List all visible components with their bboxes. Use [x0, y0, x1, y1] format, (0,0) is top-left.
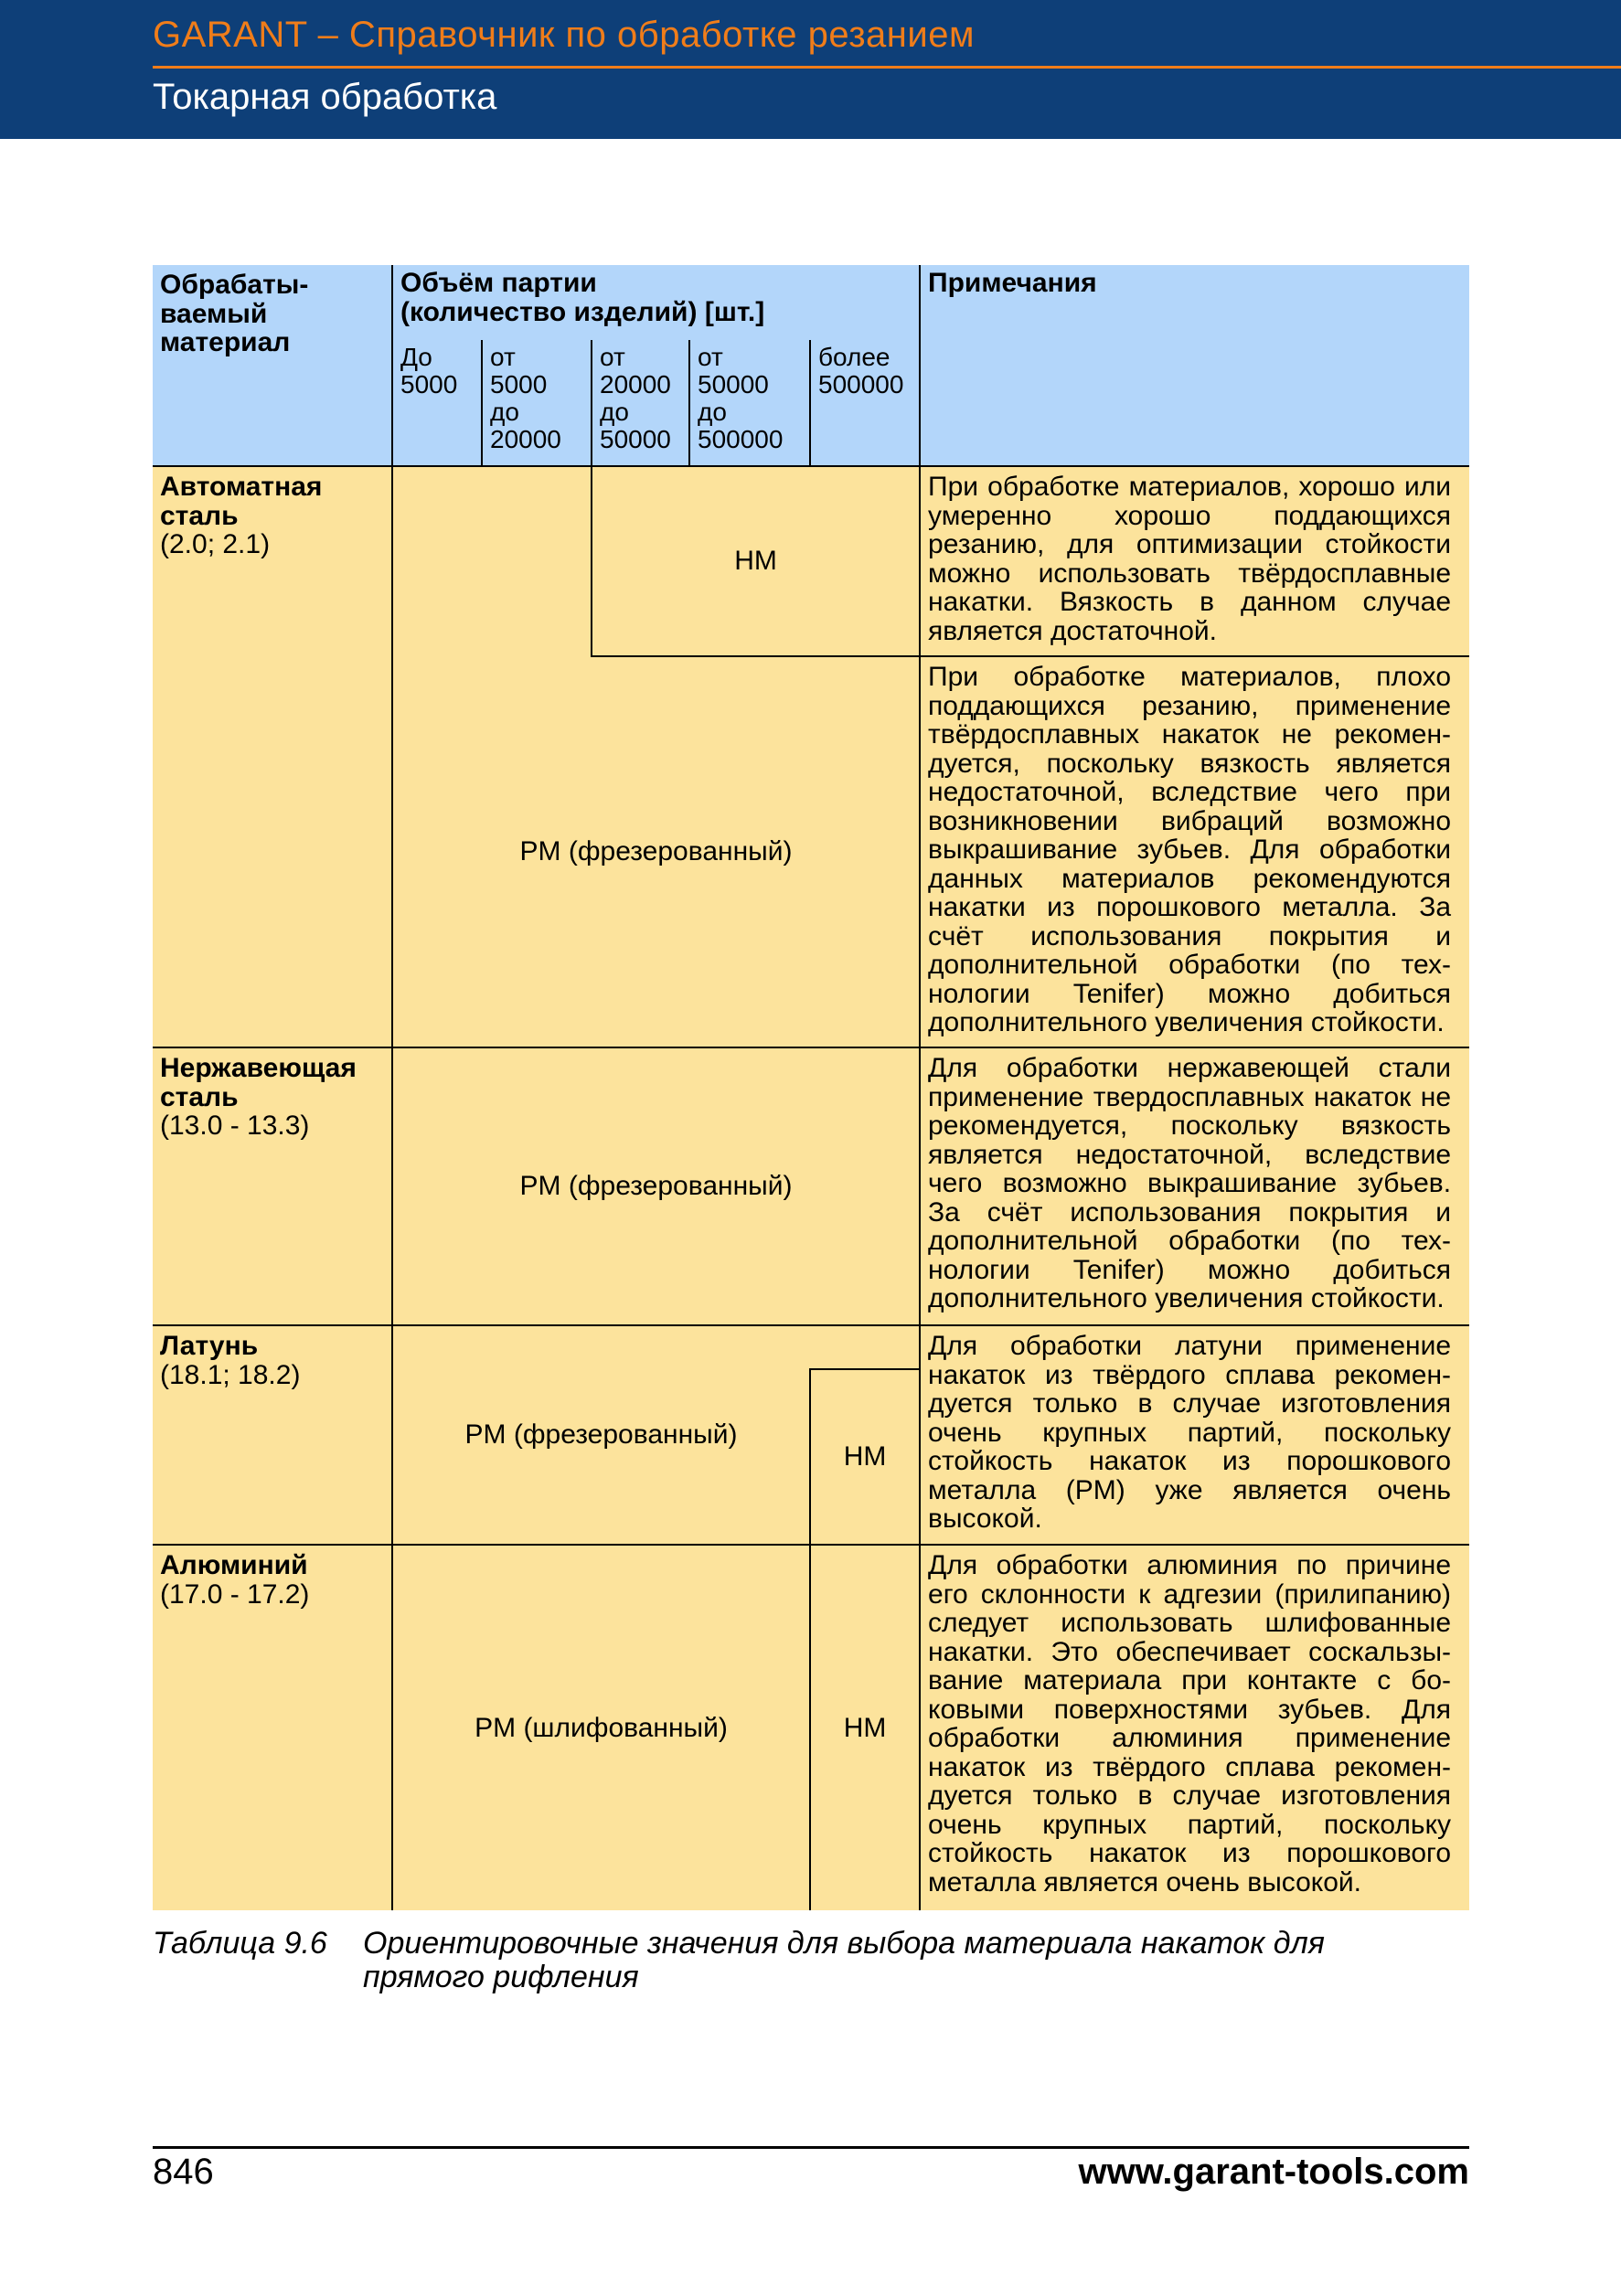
- subheader-over-500000: более 500000: [810, 340, 920, 466]
- material-aluminium: Алюминий (17.0 - 17.2): [153, 1545, 392, 1910]
- header-subtitle: Токарная обработка: [153, 77, 497, 117]
- page-header: [0, 0, 1621, 139]
- cell-pm-ground: PM (шлифованный): [392, 1545, 810, 1910]
- empty-cell: [392, 466, 592, 656]
- header-material: Обрабаты- ваемый материал: [153, 265, 392, 466]
- cell-pm-milled: PM (фрезерованный): [392, 1325, 810, 1545]
- material-brass: Латунь (18.1; 18.2): [153, 1325, 392, 1545]
- footer-rule: [153, 2146, 1469, 2149]
- note-brass: Для обработки латуни применение накаток из твёрдого сплава рекомен-дуется только в случае изготовления очень крупных партий, поскольку стойкость накаток из порошкового металла (PM) уже является очень высокой.: [920, 1325, 1469, 1545]
- note-aluminium: Для обработки алюминия по причине его склонности к адгезии (прилипанию) следует использовать шлифованные накатки. Это обеспечивает соскальзы-вание материала при контакте с бо-ковыми поверхностями зубьев. Для обработки алюминия применение накаток из твёрдого сплава рекомен-дуется только в случае изготовления очень крупных партий, поскольку стойкость накаток из порошкового металла является очень высокой.: [920, 1545, 1469, 1910]
- header-notes: Примечания: [920, 265, 1469, 466]
- cell-hm: HM: [810, 1545, 920, 1910]
- material-stainless-steel: Нержавеющая сталь (13.0 - 13.3): [153, 1047, 392, 1325]
- header-rule: [153, 66, 1621, 69]
- subheader-5000-20000: от 5000 до 20000: [482, 340, 592, 466]
- cell-hm: HM: [592, 466, 920, 656]
- page-number: 846: [153, 2152, 214, 2192]
- header-title: GARANT – Справочник по обработке резанием: [153, 15, 975, 55]
- cell-pm-milled: PM (фрезерованный): [392, 1047, 920, 1325]
- material-free-cutting-steel: Автоматная сталь (2.0; 2.1): [153, 466, 392, 1047]
- subheader-20000-50000: от 20000 до 50000: [592, 340, 689, 466]
- header-batch-size: Объём партии (количество изделий) [шт.]: [392, 265, 920, 340]
- note-stainless-steel: Для обработки нержавеющей стали применение твердосплавных накаток не рекомендуется, поскольку вязкость является недостаточной, вследствие чего возможно выкрашивание зубьев. За счёт использования покрытия и дополнительной обработки (по тех-нологии Tenifer) можно добиться дополнительного увеличения стойкости.: [920, 1047, 1469, 1325]
- note-free-cutting-steel-2: При обработке материалов, плохо поддающихся резанию, применение твёрдосплавных накаток не рекомен-дуется, поскольку вязкость является недостаточной, вследствие чего при возникновении вибраций возможно выкрашивание зубьев. Для обработки данных материалов рекомендуются накатки из порошкового металла. За счёт использования покрытия и дополнительной обработки (по тех-нологии Tenifer) можно добиться дополнительного увеличения стойкости.: [920, 656, 1469, 1047]
- empty-cell: [810, 1325, 920, 1369]
- website-link[interactable]: www.garant-tools.com: [1078, 2152, 1469, 2192]
- caption-number: Таблица 9.6: [153, 1926, 327, 1961]
- subheader-50000-500000: от 50000 до 500000: [689, 340, 810, 466]
- cell-hm: HM: [810, 1369, 920, 1545]
- cell-pm-milled: PM (фрезерованный): [392, 656, 920, 1047]
- knurl-material-table: [153, 265, 1469, 1910]
- caption-text: Ориентировочные значения для выбора материала накаток для прямого рифления: [363, 1926, 1325, 1994]
- note-free-cutting-steel-1: При обработке материалов, хорошо или умеренно хорошо поддающихся резанию, для оптимизации стойкости можно использовать твёрдосплавные накатки. Вязкость в данном случае является достаточной.: [920, 466, 1469, 656]
- subheader-upto-5000: До 5000: [392, 340, 482, 466]
